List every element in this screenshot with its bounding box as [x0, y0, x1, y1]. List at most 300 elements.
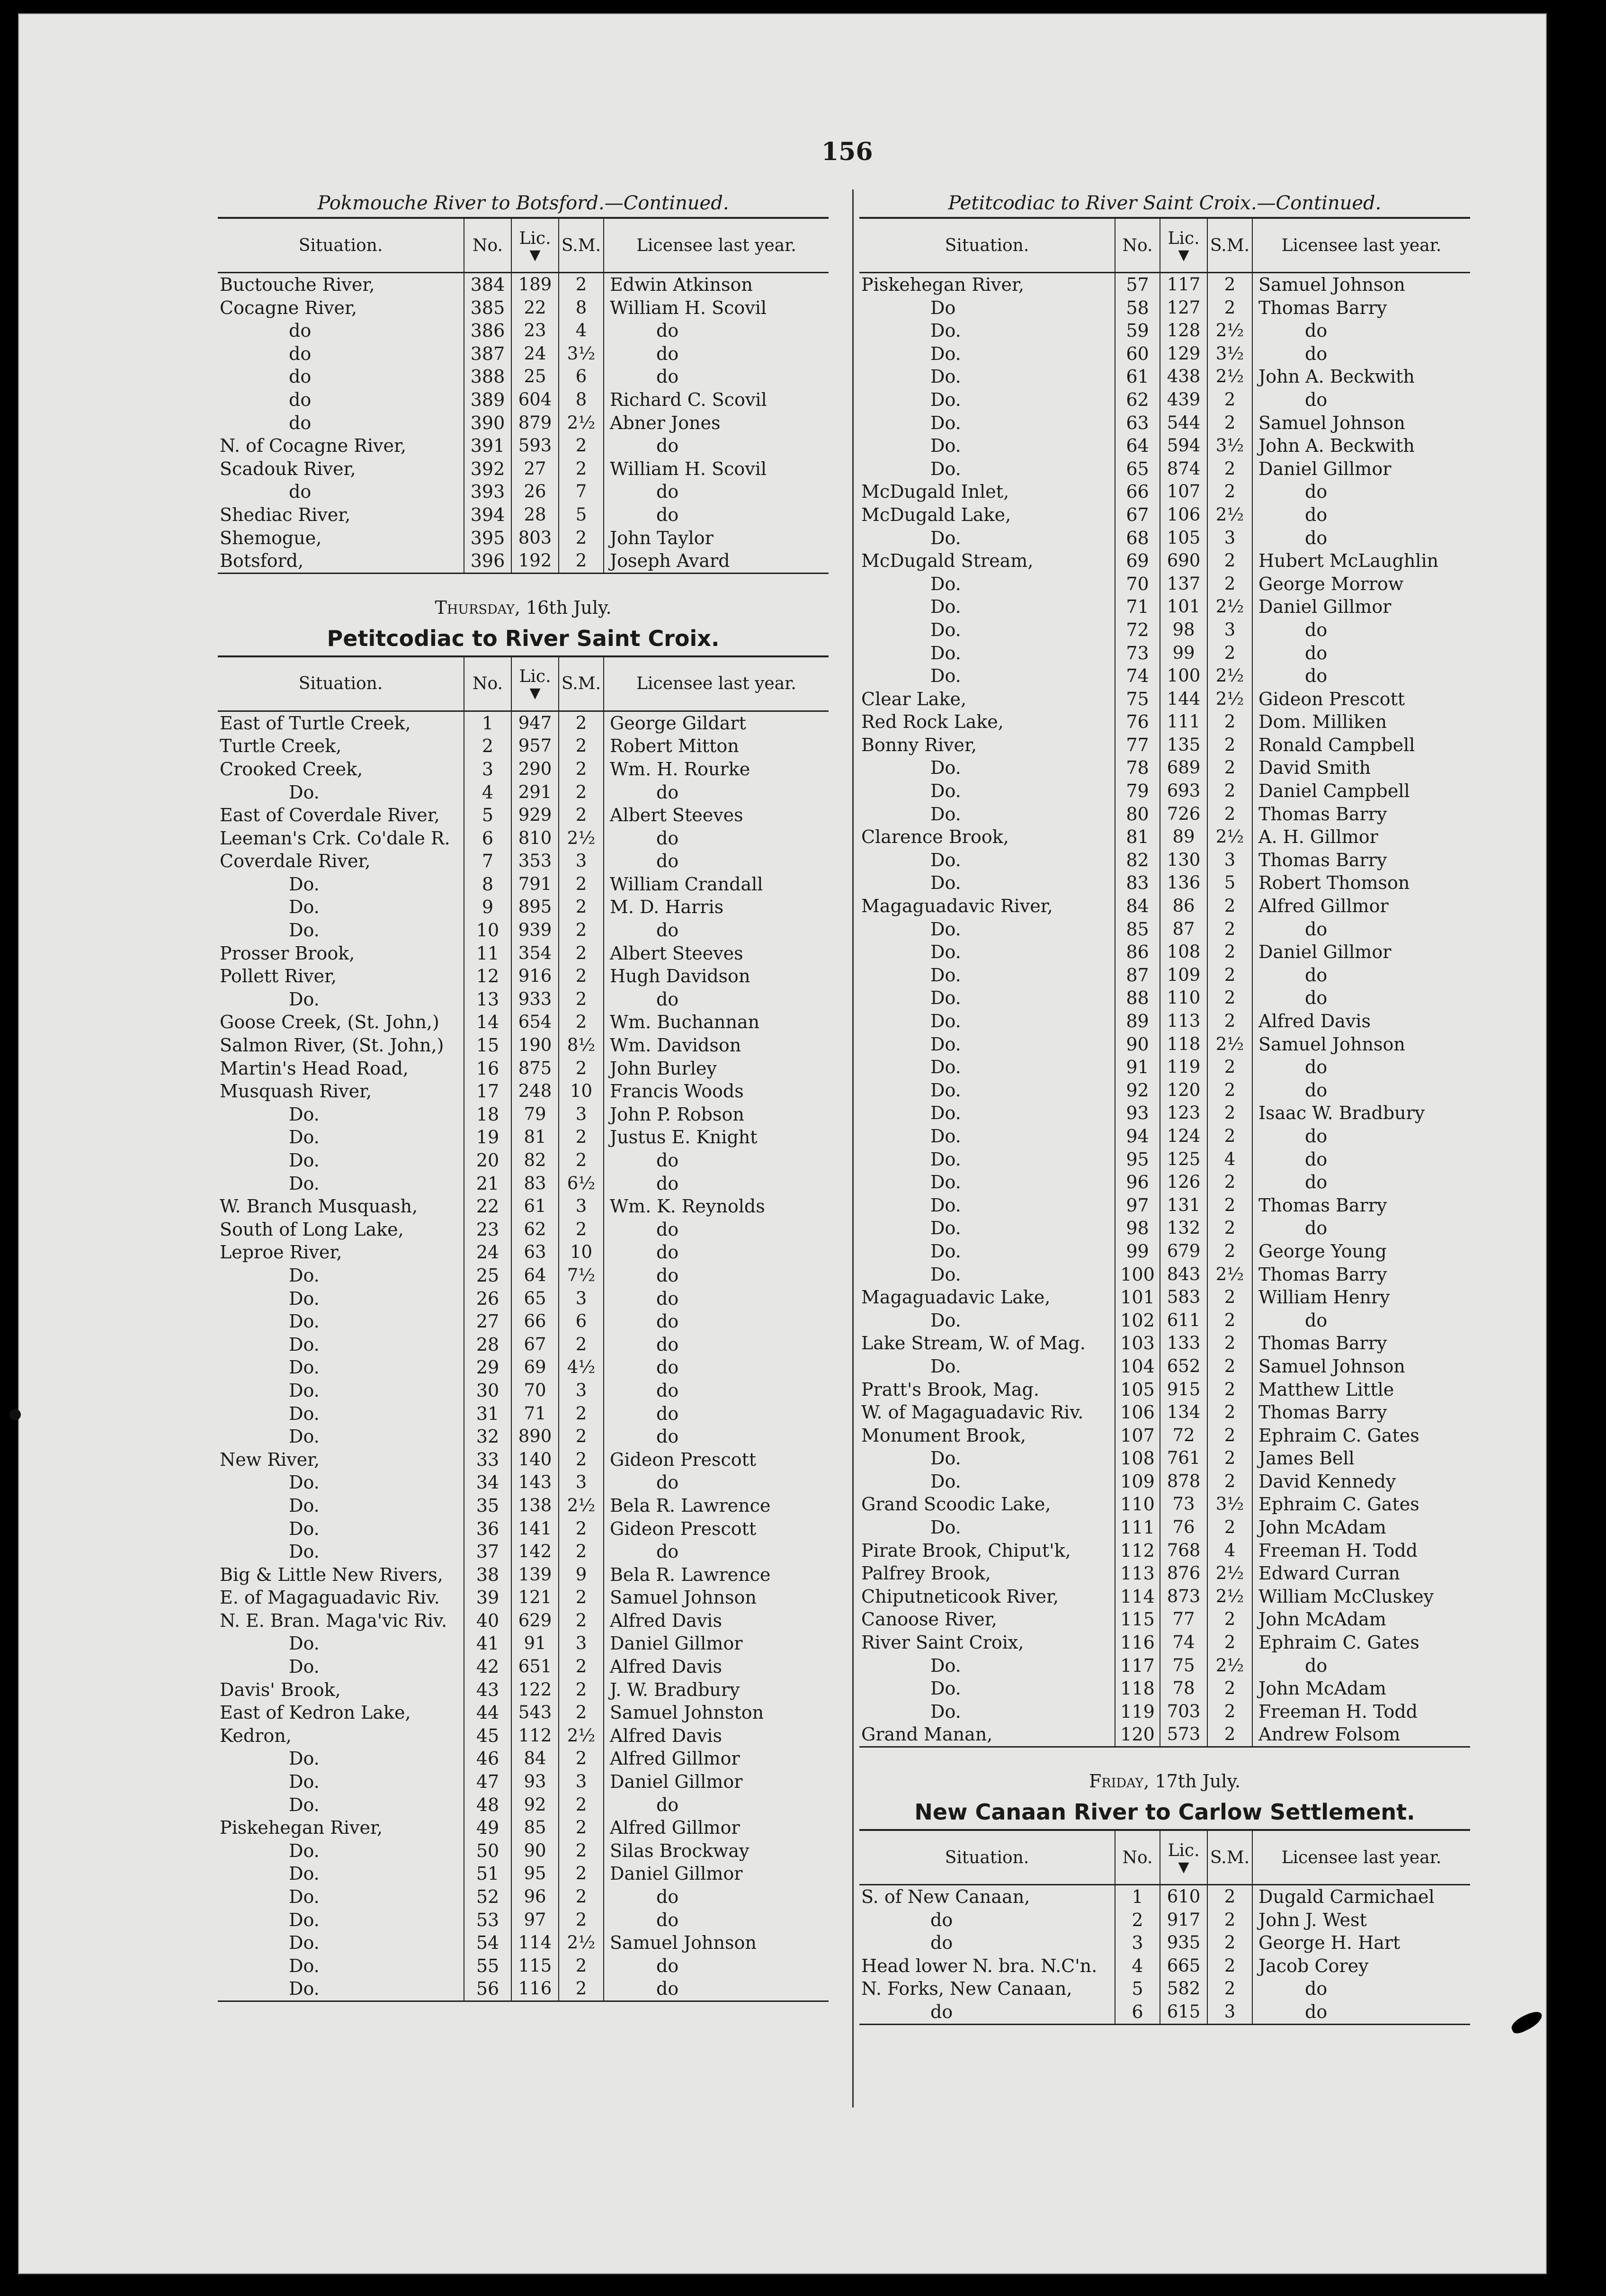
situation-cell: Do.	[930, 366, 961, 387]
situation-cell: Do.	[930, 1701, 961, 1722]
sm-cell: 2½	[1207, 1263, 1252, 1286]
table-row	[859, 1194, 1470, 1217]
situation-cell: Bonny River,	[861, 734, 977, 755]
table-row	[859, 1885, 1470, 1909]
table-row	[218, 1264, 829, 1287]
table-row	[859, 1677, 1470, 1700]
table-row	[859, 1654, 1470, 1677]
number-cell: 59	[1115, 319, 1160, 342]
table-row	[218, 804, 829, 827]
licensee-cell: Daniel Gillmor	[604, 1862, 829, 1885]
table-row	[859, 664, 1470, 688]
licensee-cell: Albert Steeves	[604, 942, 829, 965]
situation-cell: do	[289, 320, 312, 341]
number-cell: 76	[1115, 710, 1160, 734]
table-row	[859, 642, 1470, 665]
number-cell: 116	[1115, 1631, 1160, 1654]
situation-cell: Do.	[930, 642, 961, 664]
licence-cell: 933	[511, 988, 559, 1011]
table-row	[859, 780, 1470, 803]
licence-cell: 879	[511, 412, 559, 435]
sm-cell: 2	[559, 1402, 604, 1426]
number-cell: 386	[464, 319, 511, 342]
licensee-cell: Joseph Avard	[604, 549, 829, 573]
situation-cell: Lake Stream, W. of Mag.	[861, 1333, 1086, 1354]
number-cell: 68	[1115, 527, 1160, 550]
table-row	[859, 918, 1470, 941]
sm-cell: 4½	[559, 1356, 604, 1379]
number-cell: 17	[464, 1080, 511, 1103]
licence-cell: 134	[1160, 1401, 1207, 1424]
sm-cell: 2	[1207, 780, 1252, 803]
licensee-cell: do	[604, 1471, 829, 1494]
situation-cell: Do.	[289, 1265, 320, 1286]
licence-cell: 703	[1160, 1700, 1207, 1723]
licence-cell: 354	[511, 942, 559, 965]
licence-cell: 895	[511, 896, 559, 919]
sm-cell: 3½	[1207, 1493, 1252, 1516]
situation-cell: Do.	[930, 619, 961, 640]
sm-cell: 2	[1207, 296, 1252, 320]
licence-cell: 140	[511, 1448, 559, 1471]
sm-cell: 2	[559, 873, 604, 896]
sm-cell: 2	[559, 735, 604, 758]
licensee-cell: do	[1252, 1171, 1470, 1194]
licence-cell: 92	[511, 1794, 559, 1817]
table-row	[218, 527, 829, 550]
licensee-cell: do	[604, 850, 829, 873]
sm-cell: 2	[559, 527, 604, 550]
sm-cell: 2	[559, 919, 604, 942]
licensee-cell: do	[604, 1885, 829, 1909]
table-row	[218, 1333, 829, 1356]
situation-cell: Big & Little New Rivers,	[220, 1564, 443, 1585]
number-cell: 119	[1115, 1700, 1160, 1723]
number-cell: 96	[1115, 1171, 1160, 1194]
table-row	[218, 1770, 829, 1794]
right-continued-heading: Petitcodiac to River Saint Croix.—Continued.	[948, 192, 1382, 214]
sm-cell: 2	[559, 1218, 604, 1241]
sm-cell: 2	[1207, 1977, 1252, 2000]
sm-cell: 2	[559, 1977, 604, 2001]
sm-cell: 2	[559, 457, 604, 481]
sm-cell: 2½	[1207, 688, 1252, 711]
licence-cell: 75	[1160, 1654, 1207, 1677]
sm-cell: 2	[559, 1425, 604, 1448]
licensee-cell: William McCluskey	[1252, 1585, 1470, 1608]
situation-cell: Davis' Brook,	[220, 1679, 341, 1700]
sm-cell: 2	[1207, 1309, 1252, 1332]
header-licensee: Licensee last year.	[604, 218, 829, 273]
number-cell: 105	[1115, 1378, 1160, 1401]
licensee-cell: Wm. Buchannan	[604, 1011, 829, 1034]
licensee-cell: John A. Beckwith	[1252, 434, 1470, 457]
number-cell: 2	[464, 735, 511, 758]
number-cell: 27	[464, 1310, 511, 1333]
sm-cell: 2½	[1207, 1585, 1252, 1608]
sm-cell: 2½	[1207, 664, 1252, 688]
licence-cell: 114	[511, 1931, 559, 1955]
licensee-cell: Edwin Atkinson	[604, 273, 829, 296]
sm-cell: 3½	[559, 342, 604, 366]
licence-cell: 95	[511, 1862, 559, 1885]
situation-cell: do	[930, 1932, 953, 1954]
table-row	[859, 1401, 1470, 1424]
table-row	[859, 987, 1470, 1010]
header-sm: S.M.	[559, 218, 604, 273]
table-row	[218, 896, 829, 919]
situation-cell: Do.	[289, 1311, 320, 1332]
table-row	[859, 2000, 1470, 2024]
licensee-cell: John Burley	[604, 1057, 829, 1080]
licensee-cell: do	[604, 1287, 829, 1310]
situation-cell: Do.	[930, 1033, 961, 1055]
number-cell: 95	[1115, 1148, 1160, 1171]
situation-cell: Do.	[289, 920, 320, 941]
down-arrow-icon: ▼	[1178, 1858, 1189, 1875]
table-row	[218, 919, 829, 942]
table-row	[218, 827, 829, 850]
licensee-cell: do	[1252, 1654, 1470, 1677]
licensee-cell: do	[1252, 527, 1470, 550]
licensee-cell: William H. Scovil	[604, 457, 829, 481]
number-cell: 391	[464, 434, 511, 457]
number-cell: 18	[464, 1103, 511, 1126]
table-row	[218, 1862, 829, 1885]
licensee-cell: do	[1252, 642, 1470, 665]
number-cell: 35	[464, 1494, 511, 1517]
sm-cell: 2	[559, 942, 604, 965]
number-cell: 113	[1115, 1562, 1160, 1585]
licence-cell: 93	[511, 1770, 559, 1794]
left-table-1	[218, 217, 829, 574]
licence-cell: 85	[511, 1816, 559, 1839]
right-table-2	[859, 1829, 1470, 2025]
sm-cell: 2	[1207, 1470, 1252, 1493]
header-situation: Situation.	[859, 1830, 1115, 1885]
situation-cell: do	[289, 481, 312, 502]
sm-cell: 2	[559, 1909, 604, 1932]
licensee-cell: do	[604, 503, 829, 527]
licensee-cell: do	[1252, 1125, 1470, 1148]
licensee-cell: do	[604, 319, 829, 342]
table-row	[859, 388, 1470, 412]
situation-cell: South of Long Lake,	[220, 1219, 404, 1240]
number-cell: 392	[464, 457, 511, 481]
number-cell: 26	[464, 1287, 511, 1310]
situation-cell: Do.	[930, 872, 961, 894]
licensee-cell: William Crandall	[604, 873, 829, 896]
table-row	[859, 273, 1470, 296]
licensee-cell: Dom. Milliken	[1252, 710, 1470, 734]
licensee-cell: Gideon Prescott	[604, 1448, 829, 1471]
licensee-cell: do	[1252, 987, 1470, 1010]
sm-cell: 3	[1207, 527, 1252, 550]
sm-cell: 2	[1207, 1955, 1252, 1978]
number-cell: 117	[1115, 1654, 1160, 1677]
number-cell: 5	[1115, 1977, 1160, 2000]
sm-cell: 2½	[1207, 1562, 1252, 1585]
licensee-cell: Samuel Johnson	[1252, 412, 1470, 435]
sm-cell: 2	[1207, 1700, 1252, 1723]
table-row	[218, 1609, 829, 1632]
number-cell: 110	[1115, 1493, 1160, 1516]
number-cell: 37	[464, 1540, 511, 1563]
licensee-cell: Samuel Johnson	[1252, 273, 1470, 296]
licence-cell: 108	[1160, 941, 1207, 964]
table-row	[859, 1056, 1470, 1079]
number-cell: 32	[464, 1425, 511, 1448]
situation-cell: Do.	[930, 1309, 961, 1331]
table-row	[218, 503, 829, 527]
sm-cell: 2	[559, 1839, 604, 1863]
number-cell: 104	[1115, 1355, 1160, 1378]
licensee-cell: do	[1252, 503, 1470, 527]
header-lic: Lic. ▼	[511, 218, 559, 273]
situation-cell: Kedron,	[220, 1725, 292, 1746]
sm-cell: 2	[559, 1955, 604, 1978]
table-row	[859, 734, 1470, 757]
number-cell: 385	[464, 296, 511, 320]
table-row	[859, 1608, 1470, 1631]
sm-cell: 2	[559, 1747, 604, 1770]
licensee-cell: Francis Woods	[604, 1080, 829, 1103]
number-cell: 87	[1115, 964, 1160, 987]
down-arrow-icon: ▼	[529, 246, 541, 263]
situation-cell: E. of Magaguadavic Riv.	[220, 1587, 440, 1608]
header-no: No.	[1115, 1830, 1160, 1885]
licence-cell: 693	[1160, 780, 1207, 803]
licence-cell: 593	[511, 434, 559, 457]
table-row	[859, 1378, 1470, 1401]
sm-cell: 2	[1207, 1608, 1252, 1631]
licensee-cell: do	[604, 1264, 829, 1287]
table-row	[218, 1172, 829, 1195]
situation-cell: Do.	[930, 964, 961, 986]
table-header-row	[859, 1830, 1470, 1885]
number-cell: 396	[464, 549, 511, 573]
licensee-cell: Richard C. Scovil	[604, 388, 829, 412]
table-row	[218, 1402, 829, 1426]
table-row	[218, 1977, 829, 2001]
licensee-cell: George H. Hart	[1252, 1931, 1470, 1955]
licensee-cell: Edward Curran	[1252, 1562, 1470, 1585]
licence-cell: 126	[1160, 1171, 1207, 1194]
sm-cell: 4	[1207, 1148, 1252, 1171]
table-row	[218, 1816, 829, 1839]
table-row	[218, 1448, 829, 1471]
number-cell: 73	[1115, 642, 1160, 665]
licensee-cell: do	[604, 919, 829, 942]
table-row	[859, 1355, 1470, 1378]
sm-cell: 2	[559, 1057, 604, 1080]
licence-cell: 67	[511, 1333, 559, 1356]
licence-cell: 76	[1160, 1516, 1207, 1539]
situation-cell: Do.	[289, 1150, 320, 1171]
number-cell: 101	[1115, 1286, 1160, 1309]
table-row	[218, 319, 829, 342]
table-row	[859, 1240, 1470, 1263]
number-cell: 14	[464, 1011, 511, 1034]
licence-cell: 120	[1160, 1079, 1207, 1102]
licensee-cell: John McAdam	[1252, 1516, 1470, 1539]
licence-cell: 70	[511, 1379, 559, 1402]
licence-cell: 96	[511, 1885, 559, 1909]
number-cell: 28	[464, 1333, 511, 1356]
table-header-row	[859, 218, 1470, 273]
licence-cell: 26	[511, 480, 559, 503]
licensee-cell: do	[604, 988, 829, 1011]
licence-cell: 127	[1160, 296, 1207, 320]
licence-cell: 27	[511, 457, 559, 481]
number-cell: 97	[1115, 1194, 1160, 1217]
table-row	[859, 434, 1470, 457]
sm-cell: 2	[1207, 803, 1252, 826]
table-row	[859, 1148, 1470, 1171]
number-cell: 94	[1115, 1125, 1160, 1148]
number-cell: 90	[1115, 1033, 1160, 1056]
table-row	[218, 1632, 829, 1655]
situation-cell: Goose Creek, (St. John,)	[220, 1012, 439, 1033]
situation-cell: Do.	[289, 1909, 320, 1930]
table-row	[859, 1977, 1470, 2000]
number-cell: 394	[464, 503, 511, 527]
sm-cell: 2	[559, 711, 604, 735]
situation-cell: Do.	[930, 803, 961, 825]
number-cell: 77	[1115, 734, 1160, 757]
situation-cell: do	[289, 343, 312, 364]
table-row	[218, 1034, 829, 1057]
situation-cell: Do.	[289, 1380, 320, 1401]
situation-cell: River Saint Croix,	[861, 1632, 1024, 1653]
licence-cell: 137	[1160, 573, 1207, 596]
licensee-cell: Daniel Gillmor	[1252, 941, 1470, 964]
sm-cell: 2	[1207, 1516, 1252, 1539]
licence-cell: 353	[511, 850, 559, 873]
situation-cell: Do.	[289, 1495, 320, 1516]
licence-cell: 190	[511, 1034, 559, 1057]
licence-cell: 107	[1160, 480, 1207, 503]
sm-cell: 2	[1207, 1631, 1252, 1654]
licensee-cell: Isaac W. Bradbury	[1252, 1102, 1470, 1125]
situation-cell: Do.	[930, 1678, 961, 1699]
licence-cell: 604	[511, 388, 559, 412]
number-cell: 60	[1115, 342, 1160, 366]
licence-cell: 129	[1160, 342, 1207, 366]
situation-cell: Do.	[930, 1264, 961, 1285]
table-row	[859, 1470, 1470, 1493]
number-cell: 40	[464, 1609, 511, 1632]
table-row	[218, 1494, 829, 1517]
number-cell: 48	[464, 1794, 511, 1817]
licence-cell: 144	[1160, 688, 1207, 711]
right-table-2-body	[859, 1885, 1470, 2025]
sm-cell: 2	[1207, 895, 1252, 918]
table-row	[218, 1909, 829, 1932]
sm-cell: 2	[559, 1701, 604, 1724]
licence-cell: 133	[1160, 1332, 1207, 1355]
licence-cell: 64	[511, 1264, 559, 1287]
sm-cell: 2	[1207, 1885, 1252, 1909]
situation-cell: Do.	[289, 1541, 320, 1562]
licence-cell: 77	[1160, 1608, 1207, 1631]
table-row	[859, 1010, 1470, 1033]
table-row	[859, 1562, 1470, 1585]
situation-cell: Martin's Head Road,	[220, 1058, 409, 1079]
licensee-cell: Daniel Campbell	[1252, 780, 1470, 803]
licensee-cell: John Taylor	[604, 527, 829, 550]
table-header-row	[218, 218, 829, 273]
licence-cell: 594	[1160, 434, 1207, 457]
sm-cell: 2½	[1207, 319, 1252, 342]
licensee-cell: David Smith	[1252, 756, 1470, 780]
sm-cell: 2	[1207, 412, 1252, 435]
sm-cell: 2	[1207, 1286, 1252, 1309]
situation-cell: Shemogue,	[220, 527, 322, 548]
situation-cell: Pollett River,	[220, 966, 337, 987]
situation-cell: Do.	[930, 1079, 961, 1101]
number-cell: 99	[1115, 1240, 1160, 1263]
licensee-cell: do	[604, 1540, 829, 1563]
number-cell: 5	[464, 804, 511, 827]
licence-cell: 611	[1160, 1309, 1207, 1332]
table-row	[218, 1747, 829, 1770]
situation-cell: Magaguadavic River,	[861, 896, 1053, 917]
licensee-cell: do	[604, 1794, 829, 1817]
situation-cell: Clear Lake,	[861, 688, 967, 709]
sm-cell: 2	[559, 1794, 604, 1817]
sm-cell: 2	[1207, 1217, 1252, 1240]
licensee-cell: Freeman H. Todd	[1252, 1539, 1470, 1562]
table-row	[218, 296, 829, 320]
table-row	[218, 1126, 829, 1149]
number-cell: 69	[1115, 549, 1160, 573]
table-row	[218, 1955, 829, 1978]
situation-cell: Do.	[930, 458, 961, 479]
sm-cell: 2	[1207, 756, 1252, 780]
licensee-cell: do	[604, 1379, 829, 1402]
licensee-cell: Thomas Barry	[1252, 849, 1470, 872]
sm-cell: 2	[559, 1862, 604, 1885]
licensee-cell: A. H. Gillmor	[1252, 825, 1470, 849]
licence-cell: 291	[511, 781, 559, 804]
licensee-cell: do	[604, 1310, 829, 1333]
licence-cell: 91	[511, 1632, 559, 1655]
number-cell: 70	[1115, 573, 1160, 596]
sm-cell: 7½	[559, 1264, 604, 1287]
table-row	[218, 1517, 829, 1541]
situation-cell: Do.	[289, 1518, 320, 1539]
sm-cell: 2½	[1207, 595, 1252, 619]
situation-cell: Do.	[289, 1886, 320, 1907]
licensee-cell: Alfred Gillmor	[1252, 895, 1470, 918]
header-situation: Situation.	[218, 218, 464, 273]
table-row	[859, 1700, 1470, 1723]
licensee-cell: Albert Steeves	[604, 804, 829, 827]
sm-cell: 8	[559, 296, 604, 320]
licensee-cell: John McAdam	[1252, 1677, 1470, 1700]
situation-cell: Canoose River,	[861, 1609, 997, 1630]
sm-cell: 2½	[559, 412, 604, 435]
situation-cell: Pratt's Brook, Mag.	[861, 1379, 1039, 1400]
number-cell: 82	[1115, 849, 1160, 872]
licensee-cell: Dugald Carmichael	[1252, 1885, 1470, 1909]
number-cell: 58	[1115, 296, 1160, 320]
table-row	[218, 1057, 829, 1080]
licence-cell: 874	[1160, 457, 1207, 481]
sm-cell: 8	[559, 388, 604, 412]
licence-cell: 99	[1160, 642, 1207, 665]
